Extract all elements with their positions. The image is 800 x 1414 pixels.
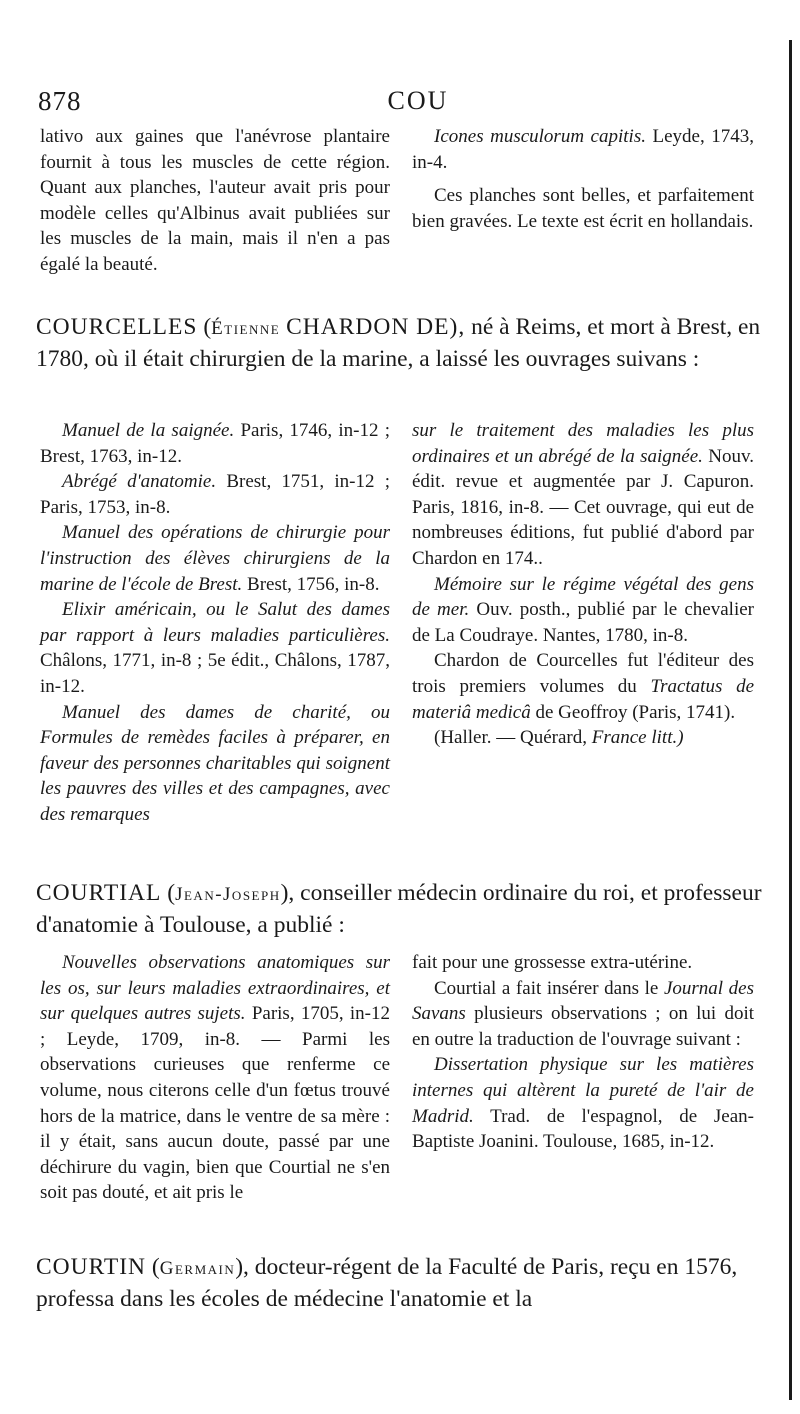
work-imprint: Paris, 1746, in-12 ; Brest, 1763, in-12. (40, 420, 391, 467)
work-title: Elixir américain, ou le Salut des dames par rapport à leurs maladies particulières. (40, 599, 390, 646)
journal-text: Courtial a fait insérer dans le (434, 977, 659, 999)
icones-note: Ces planches sont belles, et parfaitement bien gravées. Le texte est écrit en hollandais. (412, 185, 754, 232)
courcelles-surname: CHARDON DE), (286, 314, 466, 340)
continuation-roman: Nouv. édit. revue et augmentée par J. Capuron. Paris, 1816, in-8. — Cet ouvrage, qui eut de nombreuses éditions, fut publié d'abord par Chardon en 174.. (412, 445, 754, 569)
dissertation-title: Dissertation physique sur les matières internes qui altèrent la pureté de l'air de Madrid. (412, 1054, 754, 1127)
work-title: Manuel des opérations de chirurgie pour l'instruction des élèves chirurgiens de la marine de l'école de Brest. (40, 522, 390, 595)
journal-title: Journal des Savans (412, 977, 755, 1025)
work-entry (40, 469, 390, 520)
observations-text: — Parmi les observations curieuses que renferme ce volume, nous citerons celle d'un fœtus trouvé hors de la matrice, dans le ventre de sa mère : il y était, sans aucun doute, passé par une déchirure du vagin, bien que Courtial ne s'en soit pas douté, et ait pris le (40, 1028, 391, 1204)
editor-note (412, 648, 754, 725)
continuation-italic: sur le traitement des maladies les plus ordinaires et un abrégé de la saignée. (412, 420, 754, 467)
icones-entry (412, 124, 754, 175)
observations-entry (40, 950, 390, 1206)
work-entry (40, 597, 390, 699)
dissertation-imprint: Trad. de l'espagnol, de Jean-Baptiste Joanini. Toulouse, 1685, in-12. (412, 1105, 754, 1153)
editor-text: Chardon de Courcelles fut l'éditeur des trois premiers volumes du (412, 650, 754, 697)
icones-imprint: Leyde, 1743, in-4. (412, 126, 754, 173)
page-header (38, 86, 738, 120)
work-entry (40, 520, 390, 597)
page-number: 878 (38, 86, 82, 116)
top-right-column (412, 124, 754, 234)
courtin-given-name: Germain (159, 1258, 236, 1279)
courtin-intro: ), docteur-régent de la Faculté de Paris, reçu en 1576, professa dans les écoles de médecine l'anatomie et la (36, 1254, 738, 1312)
dissertation-entry (412, 1052, 754, 1154)
entry-courtin (36, 1252, 774, 1314)
courtial-given-name: Jean-Joseph (175, 884, 281, 905)
top-left-text: lativo aux gaines que l'anévrose plantaire fournit à tous les muscles de cette région. Quant aux planches, l'auteur avait pris pour modèle celles qu'Albinus avait publiées sur les muscles de la main, mais il n'en a pas égalé la beauté. (40, 126, 390, 275)
work-imprint: Brest, 1751, in-12 ; Paris, 1753, in-8. (40, 471, 390, 518)
observations-imprint: Paris, 1705, in-12 ; Leyde, 1709, in-8. (40, 1003, 391, 1050)
editor-text-end: de Geoffroy (Paris, 1741). (535, 701, 736, 723)
courtial-right-column (412, 950, 754, 1155)
running-head: COU (387, 86, 449, 115)
observations-title: Nouvelles observations anatomiques sur les os, sur leurs maladies extraordinaires, et sur quelques autres sujets. (40, 952, 390, 1025)
courtial-heading: COURTIAL (Jean-Joseph), conseiller médecin ordinaire du roi, et professeur d'anatomie à Toulouse, a publié : (36, 880, 762, 938)
courtial-continuation: fait pour une grossesse extra-utérine. (412, 952, 693, 973)
courcelles-heading: COURCELLES (Étienne CHARDON DE), né à Reims, et mort à Brest, en 1780, où il était chirurgien de la marine, a laissé les ouvrages suivans : (36, 314, 761, 372)
icones-title: Icones musculorum capitis. (434, 126, 646, 147)
courtin-heading: COURTIN (Germain), docteur-régent de la Faculté de Paris, reçu en 1576, professa dans les écoles de médecine l'anatomie et la (36, 1254, 738, 1312)
work-entry (40, 700, 390, 828)
source-title: France litt.) (591, 727, 684, 749)
work-imprint: Brest, 1756, in-8. (247, 573, 380, 595)
page-edge-rule (789, 40, 792, 1400)
courtial-left-column (40, 950, 390, 1206)
work-imprint: Châlons, 1771, in-8 ; 5e édit., Châlons, 1787, in-12. (40, 650, 390, 697)
memoire-title: Mémoire sur le régime végétal des gens de mer. (412, 573, 754, 621)
work-title: Abrégé d'anatomie. (62, 471, 217, 493)
courcelles-headword: COURCELLES (36, 314, 198, 340)
courtin-headword: COURTIN (36, 1254, 147, 1280)
courtial-headword: COURTIAL (36, 880, 162, 906)
courcelles-left-column (40, 418, 390, 828)
courcelles-given-name: Étienne (211, 318, 281, 339)
top-left-column (40, 124, 390, 278)
journal-note (412, 976, 754, 1053)
journal-text-end: plusieurs observations ; on lui doit en outre la traduction de l'ouvrage suivant : (412, 1003, 755, 1050)
memoire-entry (412, 572, 754, 649)
courcelles-right-column (412, 418, 754, 751)
work-entry (40, 418, 390, 469)
courtial-intro: ), conseiller médecin ordinaire du roi, et professeur d'anatomie à Toulouse, a publié : (36, 880, 762, 938)
manuel-continuation (412, 418, 754, 572)
courcelles-intro: né à Reims, et mort à Brest, en 1780, où il était chirurgien de la marine, a laissé les ouvrages suivans : (36, 314, 761, 372)
source-note (412, 725, 754, 751)
work-title: Manuel de la saignée. (62, 420, 235, 441)
editor-work-title: Tractatus de materiâ medicâ (412, 675, 755, 723)
memoire-imprint: Ouv. posth., publié par le chevalier de La Coudraye. Nantes, 1780, in-8. (412, 599, 754, 646)
entry-courcelles (36, 312, 774, 374)
source-text: (Haller. — Quérard, (434, 727, 587, 749)
work-title: Manuel des dames de charité, ou Formules de remèdes faciles à préparer, en faveur des personnes charitables qui soignent les pauvres des villes et des campagnes, avec des remarques (40, 701, 390, 825)
entry-courtial (36, 878, 774, 940)
